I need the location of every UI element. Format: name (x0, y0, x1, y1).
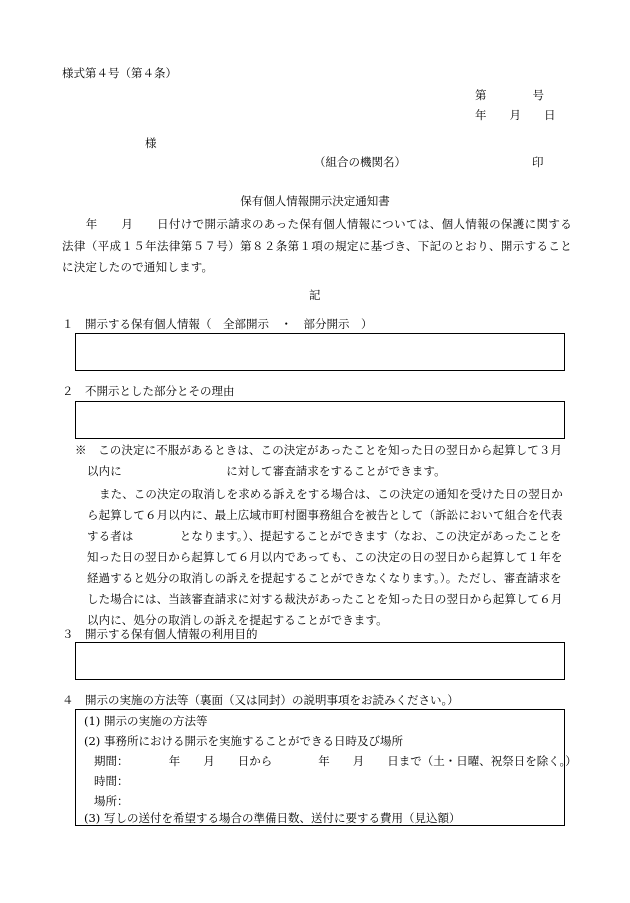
intro-paragraph: 年 月 日付けで開示請求のあった保有個人情報については、個人情報の保護に関する法律（平成１５年法律第５７号）第８２条第１項の規定に基づき、下記のとおり、開示することに決定したので通知します。 (62, 217, 572, 274)
addressee-suffix: 様 (145, 136, 157, 150)
section3-label: ３ 開示する保有個人情報の利用目的 (62, 627, 258, 641)
seal-mark: 印 (532, 155, 544, 169)
section4-place: 場所： (94, 794, 129, 808)
section1-label: １ 開示する保有個人情報（ 全部開示 ・ 部分開示 ） (62, 317, 373, 331)
section4-item3: (3) 写しの送付を希望する場合の準備日数、送付に要する費用（見込額） (84, 811, 461, 825)
issue-date: 年 月 日 (475, 108, 556, 122)
section4-box (75, 709, 577, 826)
document-number: 第 号 (475, 88, 544, 102)
section1-box (75, 333, 565, 371)
document-title: 保有個人情報開示決定通知書 (240, 194, 390, 208)
section4-label: ４ 開示の実施の方法等（裏面（又は同封）の説明事項をお読みください。） (62, 693, 459, 707)
section4-item1: (1) 開示の実施の方法等 (84, 714, 208, 728)
section4-period: 期間： 年 月 日から 年 月 日まで（土・日曜、祝祭日を除く。） (94, 754, 577, 768)
note-appeal: ※ この決定に不服があるときは、この決定があったことを知った日の翌日から起算して３月以内に に対して審査請求をすることができます。 (75, 443, 563, 478)
section2-box (75, 401, 565, 439)
section4-item2: (2) 事務所における開示を実施することができる日時及び場所 (84, 734, 403, 748)
section3-box (75, 642, 565, 680)
notes-block (75, 440, 570, 631)
section2-label: ２ 不開示とした部分とその理由 (62, 384, 235, 398)
section4-time: 時間： (94, 774, 129, 788)
note-lawsuit: また、この決定の取消しを求める訴えをする場合は、この決定の通知を受けた日の翌日から起算して６月以内に、最上広域市町村圏事務組合を被告として（訴訟において組合を代表する者は となります。）、提起することができます（なお、この決定があったことを知った日の翌日から起算して６月以内であっても、この決定の日の翌日から起算して１年を経過すると処分の取消しの訴えを提起することができなくなります。）。ただし、審査請求をした場合には、当該審査請求に対する裁決があったことを知った日の翌日から起算して６月以内に、処分の取消しの訴えを提起することができます。 (87, 487, 563, 627)
form-number: 様式第４号（第４条） (62, 66, 177, 80)
issuer-name: （組合の機関名） (314, 155, 406, 169)
ki-heading: 記 (309, 288, 321, 302)
